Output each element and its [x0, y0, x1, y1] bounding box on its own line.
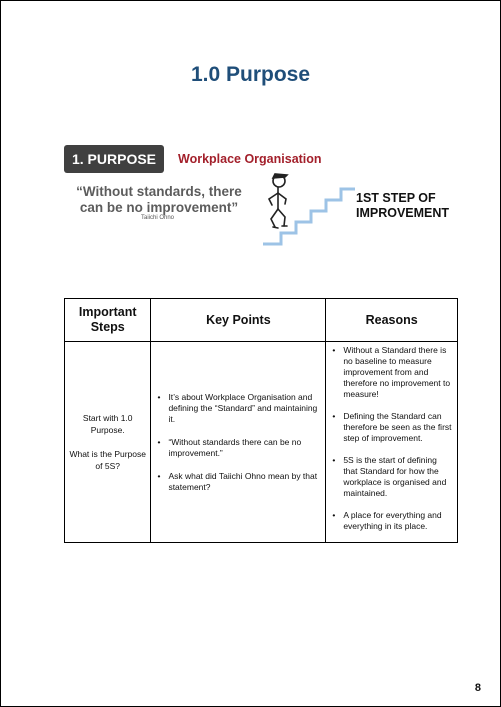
important-step-cell: [65, 342, 151, 543]
step-label-line-1: 1ST STEP OF: [356, 191, 436, 205]
stairs-icon: [263, 189, 355, 244]
list-item: • “Without standards there can be no improvement.”: [156, 437, 321, 459]
reasons-list: [326, 345, 457, 532]
quote-line-2: can be no improvement”: [79, 200, 239, 215]
steps-table: [64, 298, 458, 543]
section-banner: 1. PURPOSE: [64, 145, 164, 173]
climbing-person-icon: [269, 174, 287, 228]
table-header-row: [65, 299, 458, 342]
page-title: 1.0 Purpose: [190, 63, 311, 86]
list-item: • Defining the Standard can therefore be seen as the first step of improvement.: [331, 411, 453, 444]
key-points-cell: [151, 342, 326, 543]
page-number: 8: [474, 682, 481, 694]
step-text: Start with 1.0 Purpose.: [82, 413, 133, 435]
list-item: • Without a Standard there is no baseline to measure improvement from and therefore no improvement to measure!: [331, 345, 453, 400]
ohno-quote: [64, 184, 254, 216]
step-question: What is the Purpose of 5S?: [69, 449, 146, 471]
header-key-points: Key Points: [151, 299, 326, 342]
list-item: • A place for everything and everything in its place.: [331, 510, 453, 532]
table-row: [65, 342, 458, 543]
list-item: • It’s about Workplace Organisation and defining the “Standard” and maintaining it.: [156, 392, 321, 425]
reasons-cell: [326, 342, 458, 543]
stick-figure-climbing-stairs-icon: [259, 169, 359, 249]
section-subtitle: Workplace Organisation: [178, 152, 322, 166]
list-item: • 5S is the start of defining that Standard for how the workplace is organised and maintained.: [331, 455, 453, 499]
step-label-line-2: IMPROVEMENT: [356, 206, 450, 220]
list-item: • Ask what did Taiichi Ohno mean by that statement?: [156, 471, 321, 493]
header-reasons: Reasons: [326, 299, 458, 342]
key-points-list: [151, 392, 325, 493]
header-important-steps: Important Steps: [65, 299, 151, 342]
quote-author: Taiichi Ohno: [141, 215, 175, 221]
first-step-label: [356, 191, 449, 221]
quote-line-1: “Without standards, there: [76, 184, 242, 199]
